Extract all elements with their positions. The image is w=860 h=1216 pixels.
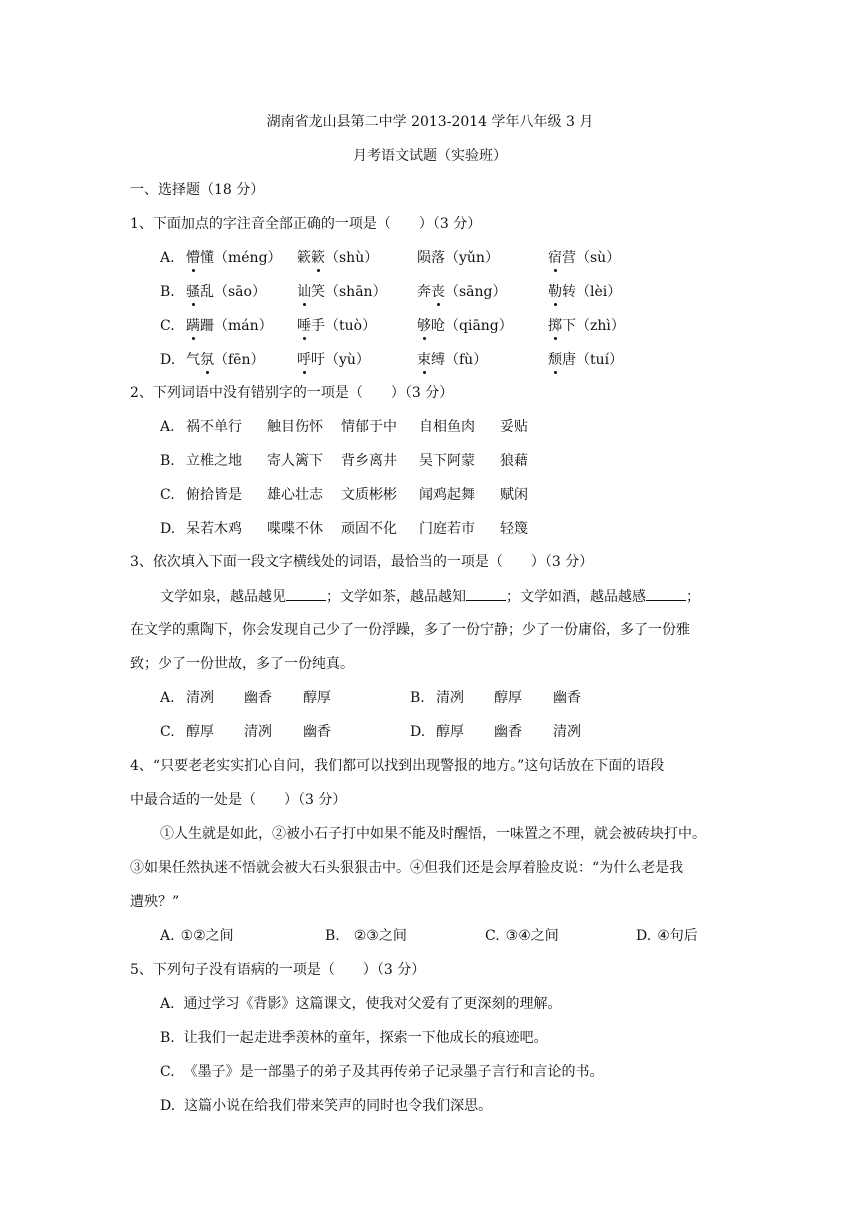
option-text: ③④之间 xyxy=(505,928,559,944)
option-label: A. xyxy=(160,250,175,266)
pinyin-item xyxy=(417,350,487,370)
word-rest: 缚（fù） xyxy=(431,352,488,368)
word-char: 簌 xyxy=(297,250,311,266)
section-heading: 一、选择题（18 分） xyxy=(130,182,265,198)
option-row: D. 这篇小说在给我们带来笑声的同时也令我们深思。 xyxy=(160,1098,493,1114)
option-word: 清冽 xyxy=(244,724,272,740)
question-5-stem: 5、下列句子没有语病的一项是（ ）（3 分） xyxy=(130,962,426,978)
option-label: B. xyxy=(160,453,175,469)
option-label: D. xyxy=(636,928,652,944)
option-label: D. xyxy=(160,521,176,537)
question-2-stem: 2、下列词语中没有错别字的一项是（ ）（3 分） xyxy=(130,385,454,401)
option-row: A. 通过学习《背影》这篇课文，使我对父爱有了更深刻的理解。 xyxy=(160,996,562,1012)
word-rest: 懂（méng） xyxy=(200,250,282,266)
option-word: 吴下阿蒙 xyxy=(419,453,475,469)
dotted-char: 呼 xyxy=(297,352,311,368)
word-rest: 乱（sāo） xyxy=(200,284,266,300)
question-4-paragraph-line-1: ①人生就是如此，②被小石子打中如果不能及时醒悟，一味置之不理，就会被砖块打中。 xyxy=(160,826,706,842)
word-rest: 手（tuò） xyxy=(311,318,377,334)
option-row: C. 《墨子》是一部墨子的弟子及其再传弟子记录墨子言行和言论的书。 xyxy=(160,1064,604,1080)
dotted-char: 唾 xyxy=(297,318,311,334)
option-word: 立椎之地 xyxy=(186,453,242,469)
question-1-stem: 1、下面加点的字注音全部正确的一项是（ ）（3 分） xyxy=(130,216,482,232)
pinyin-item xyxy=(548,282,621,302)
pinyin-item xyxy=(548,248,620,268)
pinyin-item xyxy=(186,316,273,336)
pinyin-item xyxy=(297,350,370,370)
question-4-paragraph-line-2: ③如果任然执迷不悟就会被大石头狠狠击中。④但我们还是会厚着脸皮说：“为什么老是我 xyxy=(130,860,684,876)
option-row: B. 让我们一起走进季羡林的童年，探索一下他成长的痕迹吧。 xyxy=(160,1030,548,1046)
pinyin-item xyxy=(186,248,282,268)
dotted-char: 颓 xyxy=(548,352,562,368)
question-4-paragraph-line-3: 遭殃？” xyxy=(130,894,180,910)
question-3-paragraph-line-2: 在文学的熏陶下，你会发现自己少了一份浮躁，多了一份宁静；少了一份庸俗，多了一份雅 xyxy=(130,622,690,638)
word-char: 气 xyxy=(186,352,200,368)
option-label: B. xyxy=(410,690,425,706)
option-label: A. xyxy=(160,419,175,435)
dotted-char: 宿 xyxy=(548,250,562,266)
option-word: 门庭若市 xyxy=(419,521,475,537)
dotted-char: 够 xyxy=(417,318,431,334)
pinyin-item xyxy=(417,282,507,302)
option-word: 背乡离井 xyxy=(341,453,397,469)
word-rest: 落（yǔn） xyxy=(431,250,499,266)
option-word: 幽香 xyxy=(494,724,522,740)
option-text: ②③之间 xyxy=(353,928,407,944)
question-4-stem-line-1: 4、“只要老老实实扪心自问，我们都可以找到出现警报的地方。”这句话放在下面的语段 xyxy=(130,758,665,774)
option-word: 雄心壮志 xyxy=(267,487,323,503)
word-rest: （fēn） xyxy=(214,352,265,368)
pinyin-item xyxy=(417,248,499,268)
question-4-stem-line-2: 中最合适的一处是（ ）（3 分） xyxy=(130,792,347,808)
pinyin-item xyxy=(417,316,513,336)
word-rest: （sāng） xyxy=(445,284,507,300)
option-label: C. xyxy=(160,724,175,740)
option-word: 顽固不化 xyxy=(341,521,397,537)
option-label: D. xyxy=(410,724,426,740)
option-text: ④句后 xyxy=(657,928,698,944)
option-item xyxy=(325,926,407,946)
option-word: 呆若木鸡 xyxy=(186,521,242,537)
option-word: 清冽 xyxy=(553,724,581,740)
dotted-char: 束 xyxy=(417,352,431,368)
dotted-char: 懵 xyxy=(186,250,200,266)
option-word: 妥贴 xyxy=(500,419,528,435)
option-word: 清冽 xyxy=(436,690,464,706)
word-char: 陨 xyxy=(417,250,431,266)
option-label: C. xyxy=(160,487,175,503)
dotted-char: 簌 xyxy=(311,250,325,266)
word-rest: 呛（qiāng） xyxy=(431,318,513,334)
pinyin-item xyxy=(186,282,266,302)
dotted-char: 掷 xyxy=(548,318,562,334)
option-word: 狼藉 xyxy=(500,453,528,469)
option-word: 醇厚 xyxy=(303,690,331,706)
option-label: A. xyxy=(160,690,175,706)
option-word: 闻鸡起舞 xyxy=(419,487,475,503)
word-rest: 吁（yù） xyxy=(311,352,370,368)
title-line-1: 湖南省龙山县第二中学 2013-2014 学年八年级 3 月 xyxy=(266,114,594,130)
option-word: 自相鱼肉 xyxy=(419,419,475,435)
option-word: 触目伤怀 xyxy=(267,419,323,435)
word-rest: 下（zhì） xyxy=(562,318,625,334)
word-char: 奔 xyxy=(417,284,431,300)
word-rest: 跚（mán） xyxy=(200,318,273,334)
question-3-paragraph-line-3: 致；少了一份世故，多了一份纯真。 xyxy=(130,656,354,672)
option-word: 寄人篱下 xyxy=(267,453,323,469)
word-rest: 唐（tuí） xyxy=(562,352,624,368)
question-3-paragraph-line-1 xyxy=(160,586,700,607)
option-item xyxy=(160,926,234,946)
option-word: 祸不单行 xyxy=(186,419,242,435)
word-rest: （shù） xyxy=(325,250,379,266)
option-item xyxy=(485,926,559,946)
word-rest: 笑（shān） xyxy=(311,284,387,300)
dotted-char: 骚 xyxy=(186,284,200,300)
option-word: 幽香 xyxy=(553,690,581,706)
word-rest: 转（lèi） xyxy=(562,284,622,300)
pinyin-item xyxy=(548,350,623,370)
option-label: B. xyxy=(325,928,340,944)
option-word: 醇厚 xyxy=(186,724,214,740)
option-text: ①②之间 xyxy=(180,928,234,944)
pinyin-item xyxy=(297,316,376,336)
text-fragment: ；文学如茶，越品越知 xyxy=(326,589,466,605)
option-label: D. xyxy=(160,352,176,368)
option-item xyxy=(636,926,698,946)
option-word: 幽香 xyxy=(244,690,272,706)
pinyin-item xyxy=(548,316,625,336)
option-word: 醇厚 xyxy=(436,724,464,740)
option-label: B. xyxy=(160,284,175,300)
fill-blank-2 xyxy=(466,586,506,601)
option-label: C. xyxy=(160,318,175,334)
dotted-char: 勒 xyxy=(548,284,562,300)
option-word: 情郁于中 xyxy=(341,419,397,435)
text-fragment: ；文学如酒，越品越感 xyxy=(506,589,646,605)
option-word: 轻篾 xyxy=(500,521,528,537)
title-line-2: 月考语文试题（实验班） xyxy=(353,148,507,164)
option-word: 清冽 xyxy=(186,690,214,706)
option-word: 幽香 xyxy=(303,724,331,740)
pinyin-item xyxy=(297,248,378,268)
fill-blank-3 xyxy=(646,586,686,601)
dotted-char: 讪 xyxy=(297,284,311,300)
dotted-char: 丧 xyxy=(431,284,445,300)
option-word: 赋闲 xyxy=(500,487,528,503)
option-word: 俯拾皆是 xyxy=(186,487,242,503)
option-word: 醇厚 xyxy=(494,690,522,706)
text-fragment: 文学如泉，越品越见 xyxy=(160,589,286,605)
dotted-char: 蹒 xyxy=(186,318,200,334)
question-3-stem: 3、依次填入下面一段文字横线处的词语，最恰当的一项是（ ）（3 分） xyxy=(130,554,594,570)
option-word: 喋喋不休 xyxy=(267,521,323,537)
text-fragment: ； xyxy=(686,589,700,605)
fill-blank-1 xyxy=(286,586,326,601)
word-rest: 营（sù） xyxy=(562,250,621,266)
option-label: A. xyxy=(160,928,175,944)
pinyin-item xyxy=(297,282,387,302)
option-word: 文质彬彬 xyxy=(341,487,397,503)
dotted-char: 氛 xyxy=(200,352,214,368)
pinyin-item xyxy=(186,350,264,370)
option-label: C. xyxy=(485,928,500,944)
